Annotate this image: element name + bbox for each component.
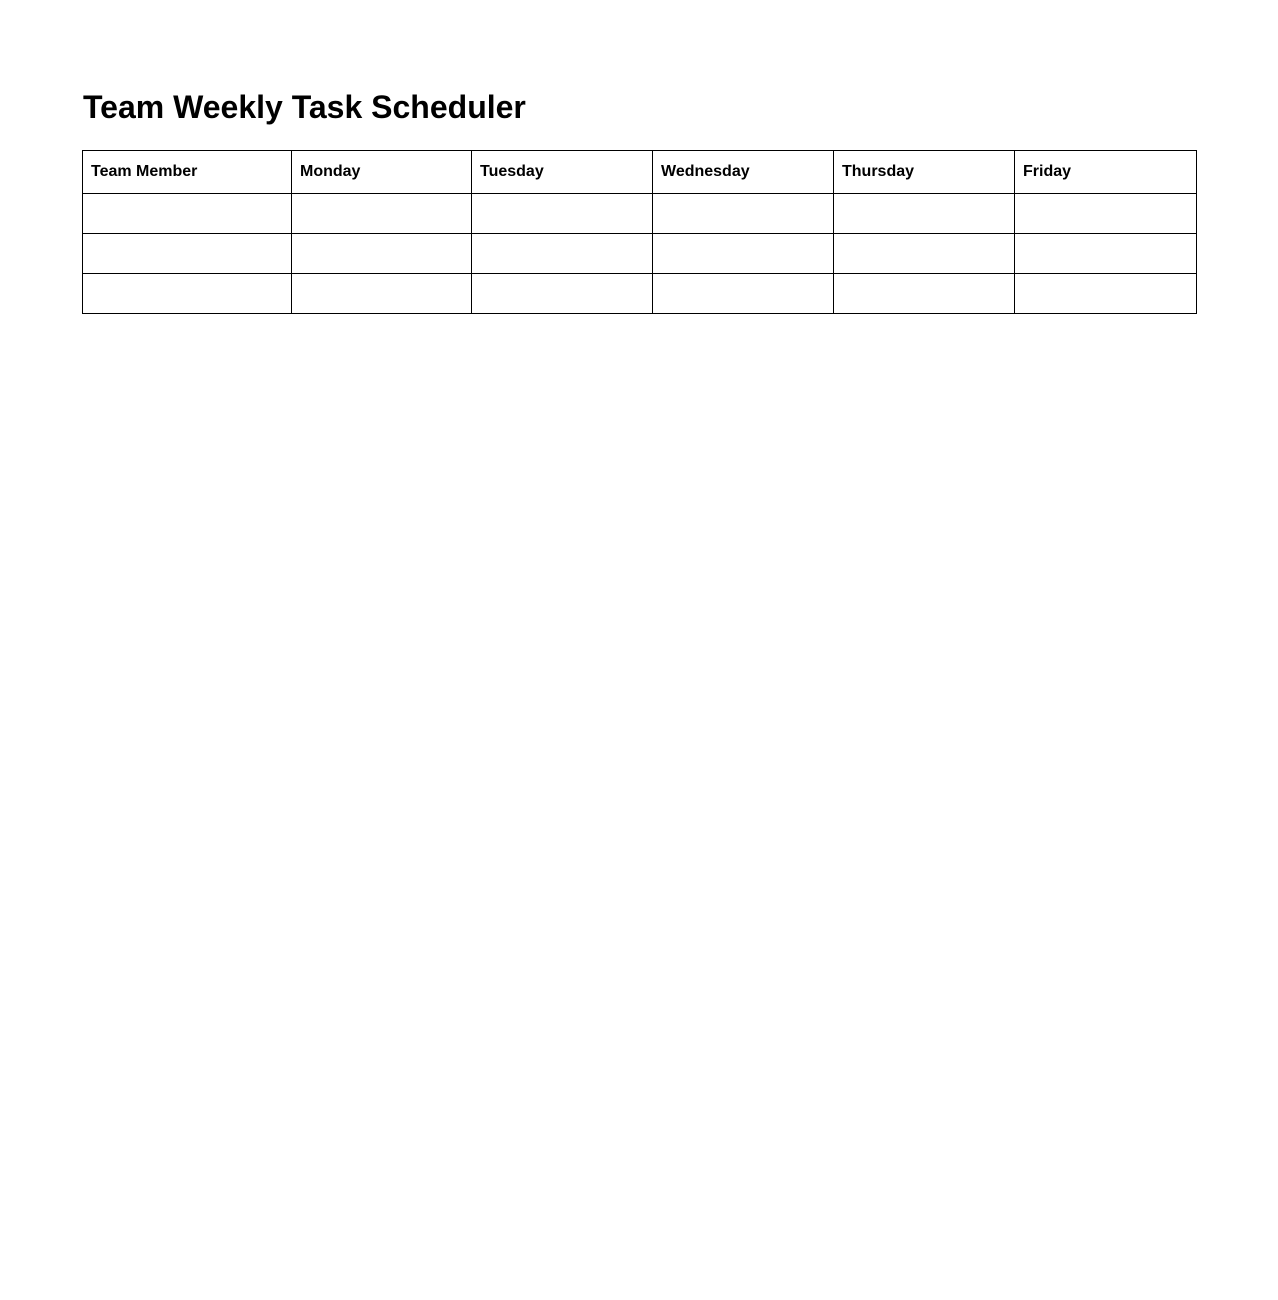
table-row [83,194,1197,234]
friday-cell[interactable] [1015,274,1197,314]
team-member-cell[interactable] [83,194,292,234]
thursday-cell[interactable] [834,194,1015,234]
monday-cell[interactable] [292,194,472,234]
friday-cell[interactable] [1015,194,1197,234]
team-member-cell[interactable] [83,234,292,274]
header-thursday: Thursday [834,151,1015,194]
header-wednesday: Wednesday [653,151,834,194]
document-page [82,84,1196,180]
schedule-table [82,150,1197,314]
page-title: Team Weekly Task Scheduler [83,89,526,125]
table-row [83,234,1197,274]
table-body [83,194,1197,314]
header-row [83,151,1197,194]
thursday-cell[interactable] [834,234,1015,274]
table-header [83,151,1197,194]
monday-cell[interactable] [292,274,472,314]
monday-cell[interactable] [292,234,472,274]
wednesday-cell[interactable] [653,274,834,314]
table-row [83,274,1197,314]
thursday-cell[interactable] [834,274,1015,314]
wednesday-cell[interactable] [653,234,834,274]
tuesday-cell[interactable] [472,234,653,274]
wednesday-cell[interactable] [653,194,834,234]
team-member-cell[interactable] [83,274,292,314]
header-monday: Monday [292,151,472,194]
friday-cell[interactable] [1015,234,1197,274]
header-tuesday: Tuesday [472,151,653,194]
header-team-member: Team Member [83,151,292,194]
header-friday: Friday [1015,151,1197,194]
tuesday-cell[interactable] [472,274,653,314]
tuesday-cell[interactable] [472,194,653,234]
